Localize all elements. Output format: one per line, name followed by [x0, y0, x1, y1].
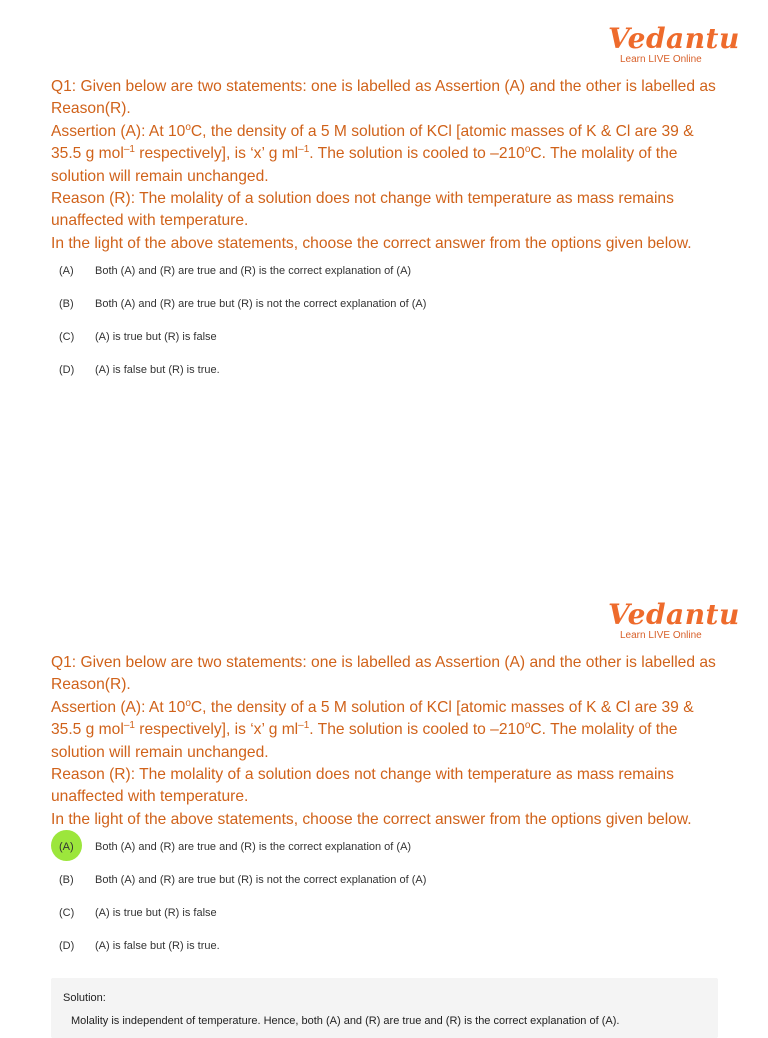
assertion: [51, 121, 723, 188]
option-letter: (D): [59, 364, 75, 376]
assertion-part: C, the density of a 5 M solution of KCl [atomic masses of K & Cl are 39 & 35.5 g mol: [51, 122, 694, 163]
option-letter: (A): [59, 265, 74, 277]
superscript: o: [185, 697, 191, 709]
assertion-part: Assertion (A): At 10: [51, 122, 186, 140]
option-text: Both (A) and (R) are true but (R) is not the correct explanation of (A): [95, 874, 427, 886]
question-text: [51, 652, 723, 831]
option-a[interactable]: [51, 262, 651, 295]
option-text: Both (A) and (R) are true and (R) is the correct explanation of (A): [95, 265, 412, 277]
option-letter: (B): [59, 298, 74, 310]
option-b[interactable]: [51, 295, 651, 328]
option-letter: (B): [59, 874, 74, 886]
option-text: (A) is false but (R) is true.: [95, 940, 220, 952]
superscript: o: [524, 144, 531, 156]
option-text: (A) is true but (R) is false: [95, 907, 217, 919]
logo-tagline: Learn LIVE Online: [620, 54, 702, 65]
option-letter: (C): [59, 907, 75, 919]
superscript: o: [185, 121, 191, 133]
option-d[interactable]: [51, 937, 651, 970]
vedantu-logo: [608, 598, 740, 642]
logo-brand: Vedantu: [608, 22, 740, 55]
option-text: (A) is true but (R) is false: [95, 331, 217, 343]
superscript: o: [524, 720, 531, 732]
options-list: [51, 262, 651, 394]
superscript: –1: [123, 720, 135, 732]
logo-brand: Vedantu: [608, 598, 740, 631]
question-intro: Q1: Given below are two statements: one is labelled as Assertion (A) and the other is labelled as Reason(R).: [51, 654, 716, 694]
assertion-part: C. The molality of the solution will remain unchanged.: [51, 145, 678, 185]
options-list: [51, 838, 651, 970]
assertion-part: C, the density of a 5 M solution of KCl [atomic masses of K & Cl are 39 & 35.5 g mol: [51, 698, 694, 739]
option-d[interactable]: [51, 361, 651, 394]
reason: Reason (R): The molality of a solution does not change with temperature as mass remains unaffected with temperature.: [51, 190, 674, 230]
superscript: –1: [298, 144, 310, 156]
instruction: In the light of the above statements, choose the correct answer from the options given below.: [51, 810, 692, 828]
reason: Reason (R): The molality of a solution does not change with temperature as mass remains unaffected with temperature.: [51, 766, 674, 806]
instruction: In the light of the above statements, choose the correct answer from the options given below.: [51, 234, 692, 252]
solution-box: [51, 978, 718, 1038]
option-text: Both (A) and (R) are true but (R) is not the correct explanation of (A): [95, 298, 427, 310]
assertion-part: . The solution is cooled to –210: [309, 145, 525, 163]
logo-tagline: Learn LIVE Online: [620, 630, 702, 641]
option-c[interactable]: [51, 328, 651, 361]
solution-label: Solution:: [63, 992, 106, 1004]
option-text: (A) is false but (R) is true.: [95, 364, 220, 376]
superscript: –1: [123, 144, 135, 156]
assertion: [51, 697, 723, 764]
option-text: Both (A) and (R) are true and (R) is the correct explanation of (A): [95, 841, 412, 853]
assertion-part: . The solution is cooled to –210: [309, 721, 525, 739]
assertion-part: respectively], is ‘x’ g ml: [134, 721, 299, 739]
vedantu-logo: [608, 22, 740, 66]
question-text: [51, 76, 723, 255]
option-c[interactable]: [51, 904, 651, 937]
solution-text: Molality is independent of temperature. Hence, both (A) and (R) are true and (R) is the correct explanation of (A).: [71, 1015, 620, 1027]
option-letter: (A): [59, 841, 83, 853]
option-a-selected[interactable]: [51, 838, 651, 871]
option-letter: (C): [59, 331, 75, 343]
option-letter: (D): [59, 940, 75, 952]
superscript: –1: [298, 720, 310, 732]
assertion-part: Assertion (A): At 10: [51, 698, 186, 716]
question-intro: Q1: Given below are two statements: one is labelled as Assertion (A) and the other is labelled as Reason(R).: [51, 78, 716, 118]
assertion-part: C. The molality of the solution will remain unchanged.: [51, 721, 678, 761]
option-b[interactable]: [51, 871, 651, 904]
assertion-part: respectively], is ‘x’ g ml: [134, 145, 299, 163]
